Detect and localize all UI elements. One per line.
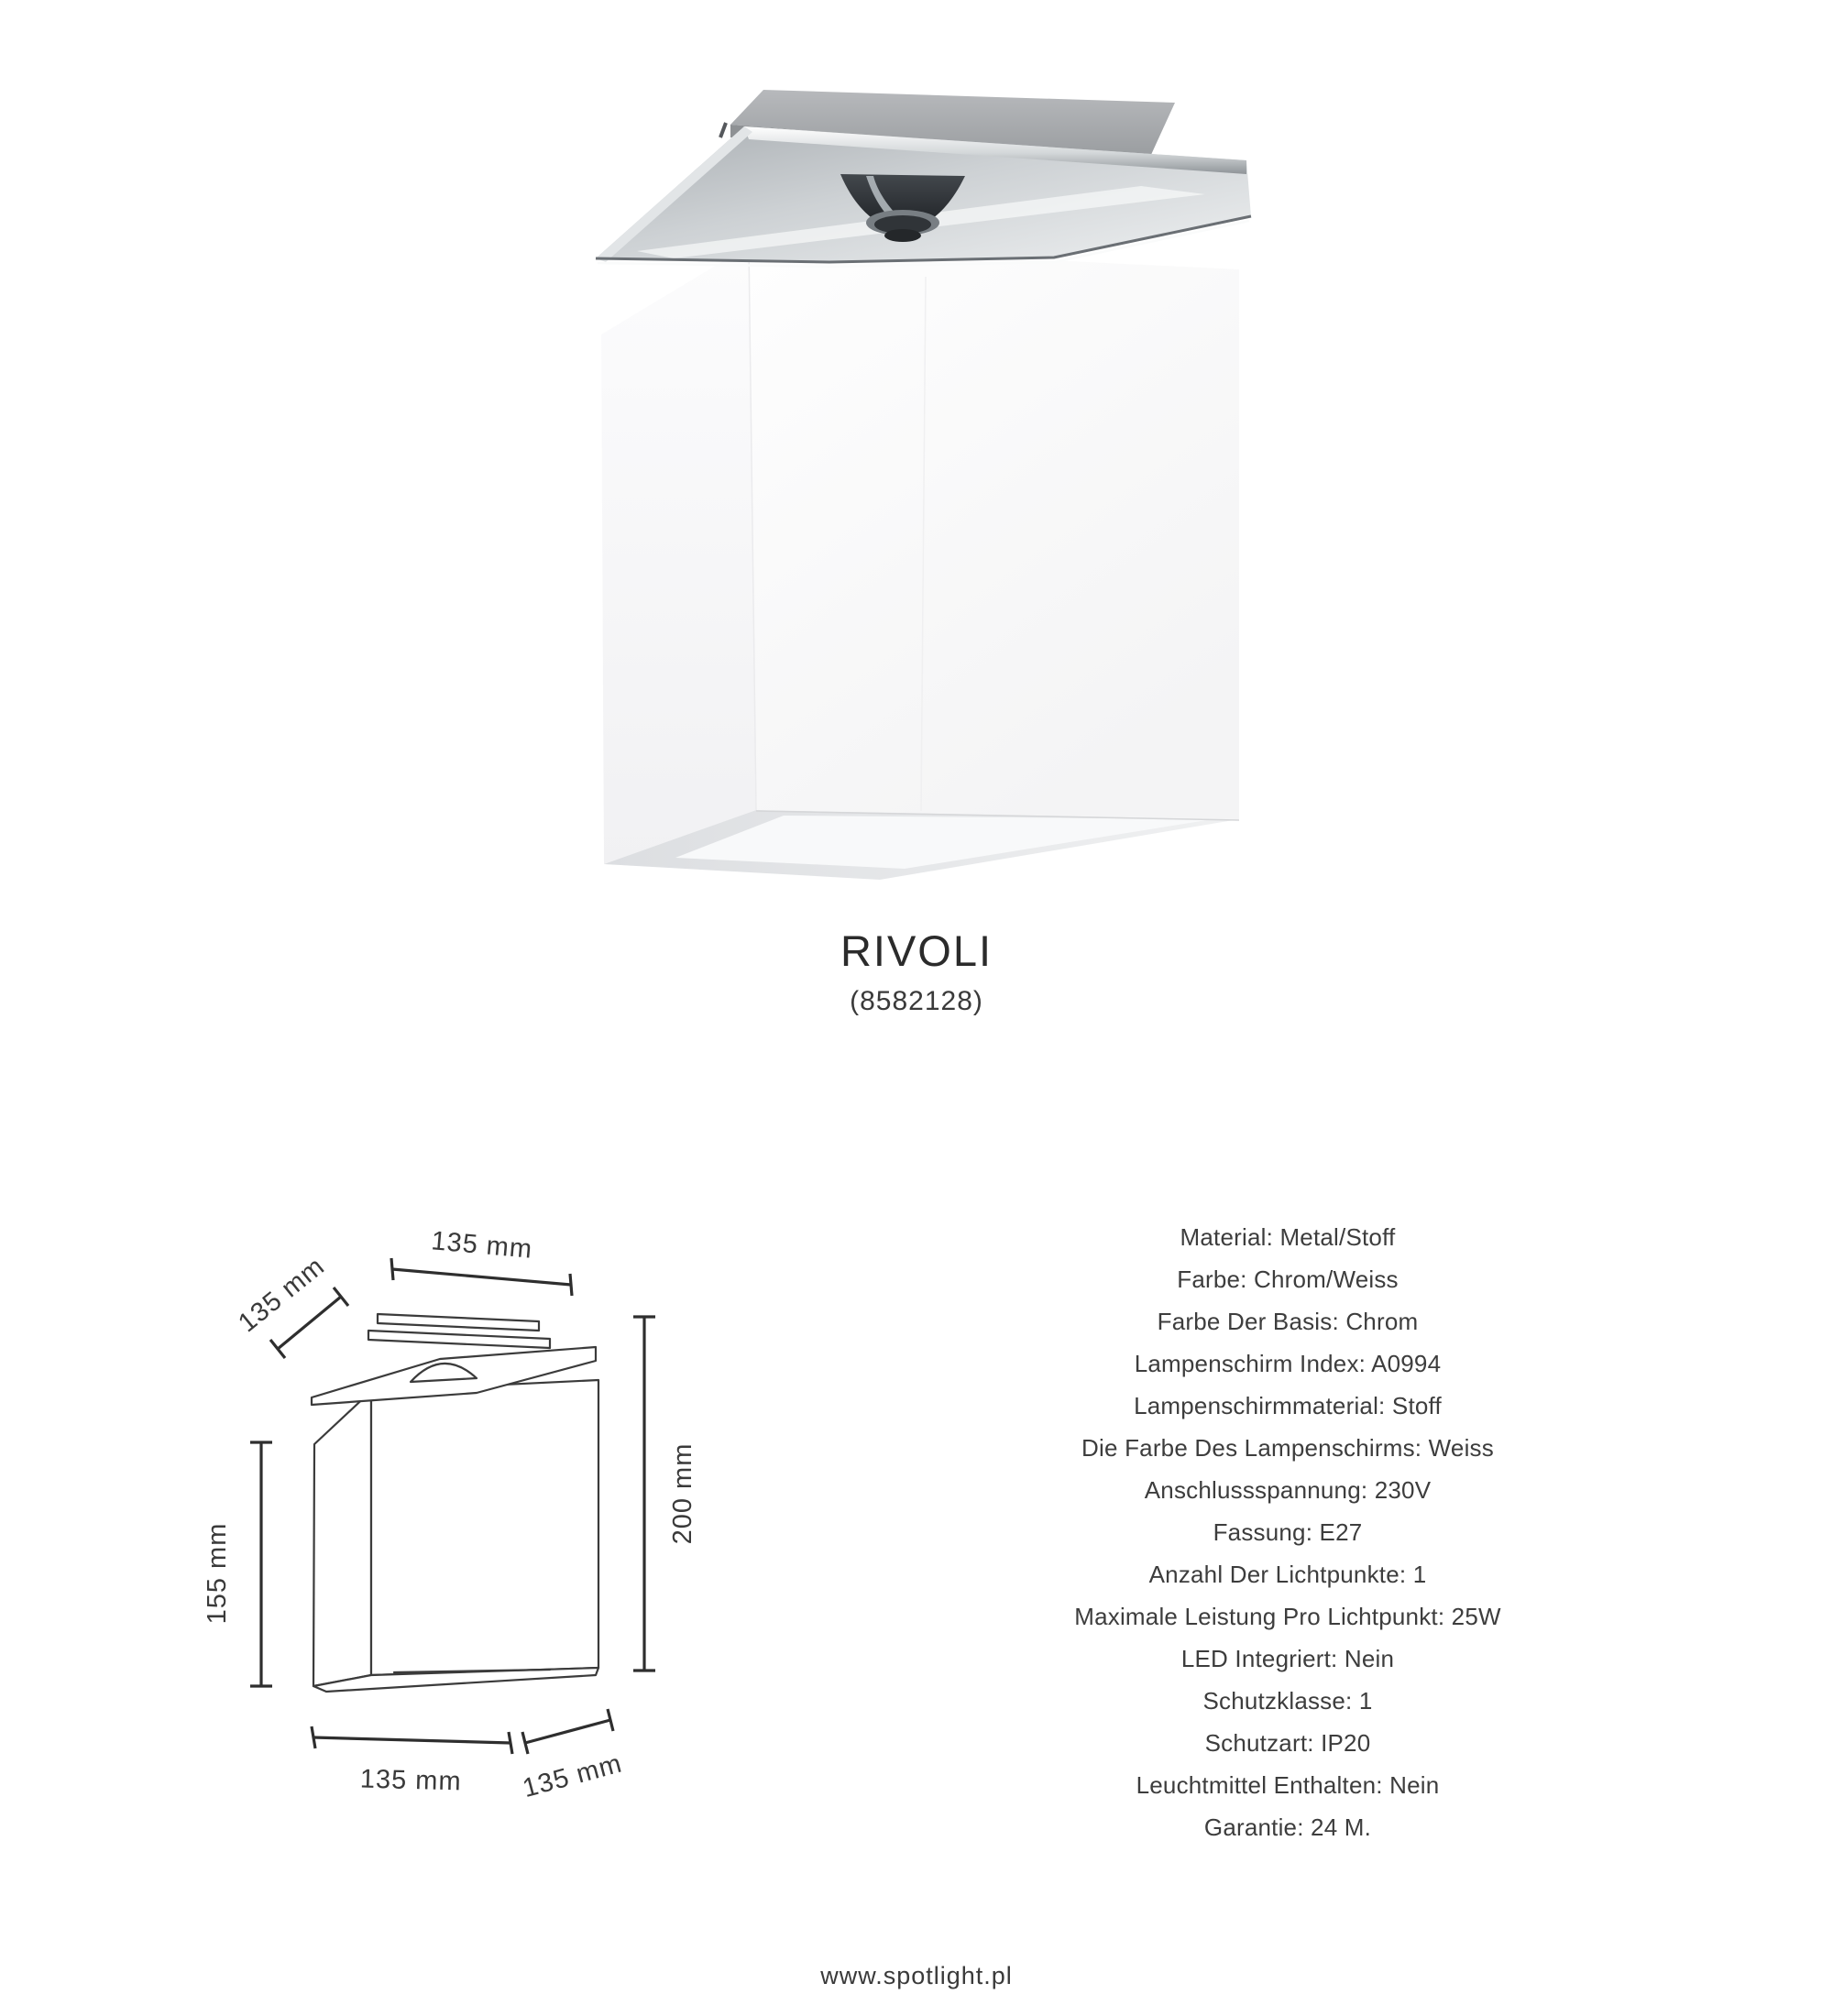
dimension-drawing: [165, 1173, 770, 1833]
dim-shade-height: [203, 1442, 272, 1686]
shade-left-face: [601, 246, 756, 864]
dim-top-width: [391, 1226, 572, 1296]
dim-top-depth-label: 135 mm: [233, 1251, 331, 1339]
footer-url[interactable]: www.spotlight.pl: [820, 1962, 1013, 1989]
spec-line-garantie: Garantie: 24 M.: [1203, 1813, 1372, 1841]
dim-total-height-label: 200 mm: [668, 1442, 697, 1545]
dim-bottom-width-label: 135 mm: [359, 1764, 463, 1797]
product-name: RIVOLI: [840, 926, 993, 975]
product-photo: [509, 37, 1343, 880]
sketch-shade-front-face: [371, 1380, 598, 1675]
dim-top-width-label: 135 mm: [430, 1226, 534, 1265]
spec-list: [1031, 1216, 1544, 1848]
product-code: (8582128): [850, 986, 983, 1016]
title-block: [0, 926, 1833, 1017]
chrome-plate-slit: [720, 123, 726, 137]
dim-total-height: [633, 1317, 697, 1671]
shade-front-face: [749, 246, 1239, 819]
spec-line-lichtpunkte: Anzahl Der Lichtpunkte: 1: [1148, 1561, 1427, 1588]
spec-line-max-leistung: Maximale Leistung Pro Lichtpunkt: 25W: [1074, 1603, 1501, 1630]
spec-line-lampenschirm-farbe: Die Farbe Des Lampenschirms: Weiss: [1081, 1434, 1494, 1462]
lamp-sketch: [312, 1314, 598, 1692]
lamp-shade: [601, 246, 1239, 880]
spec-line-farbe: Farbe: Chrom/Weiss: [1177, 1265, 1399, 1293]
spec-line-schutzklasse: Schutzklasse: 1: [1202, 1687, 1373, 1715]
spec-line-led: LED Integriert: Nein: [1180, 1645, 1395, 1672]
spec-line-anschlussspannung: Anschlussspannung: 230V: [1144, 1476, 1432, 1504]
spec-line-material: Material: Metal/Stoff: [1180, 1223, 1396, 1251]
sketch-canopy-lower: [368, 1331, 550, 1348]
spec-line-lampenschirm-index: Lampenschirm Index: A0994: [1134, 1350, 1442, 1377]
spec-line-fassung: Fassung: E27: [1213, 1518, 1363, 1546]
dim-bottom-width: [312, 1726, 512, 1796]
spec-line-leuchtmittel: Leuchtmittel Enthalten: Nein: [1136, 1771, 1440, 1799]
sketch-canopy-upper: [378, 1314, 539, 1331]
spec-line-lampenschirmmaterial: Lampenschirmmaterial: Stoff: [1134, 1392, 1442, 1419]
dim-shade-height-label: 155 mm: [203, 1522, 232, 1625]
dim-bottom-depth: [520, 1709, 625, 1803]
sketch-shade-left-face: [313, 1391, 371, 1686]
dim-top-depth: [233, 1252, 348, 1358]
spec-line-farbe-basis: Farbe Der Basis: Chrom: [1157, 1308, 1419, 1335]
socket-tip: [884, 229, 921, 242]
dim-bottom-depth-label: 135 mm: [520, 1748, 626, 1804]
spec-line-schutzart: Schutzart: IP20: [1204, 1729, 1371, 1757]
footer: [0, 1962, 1833, 1990]
